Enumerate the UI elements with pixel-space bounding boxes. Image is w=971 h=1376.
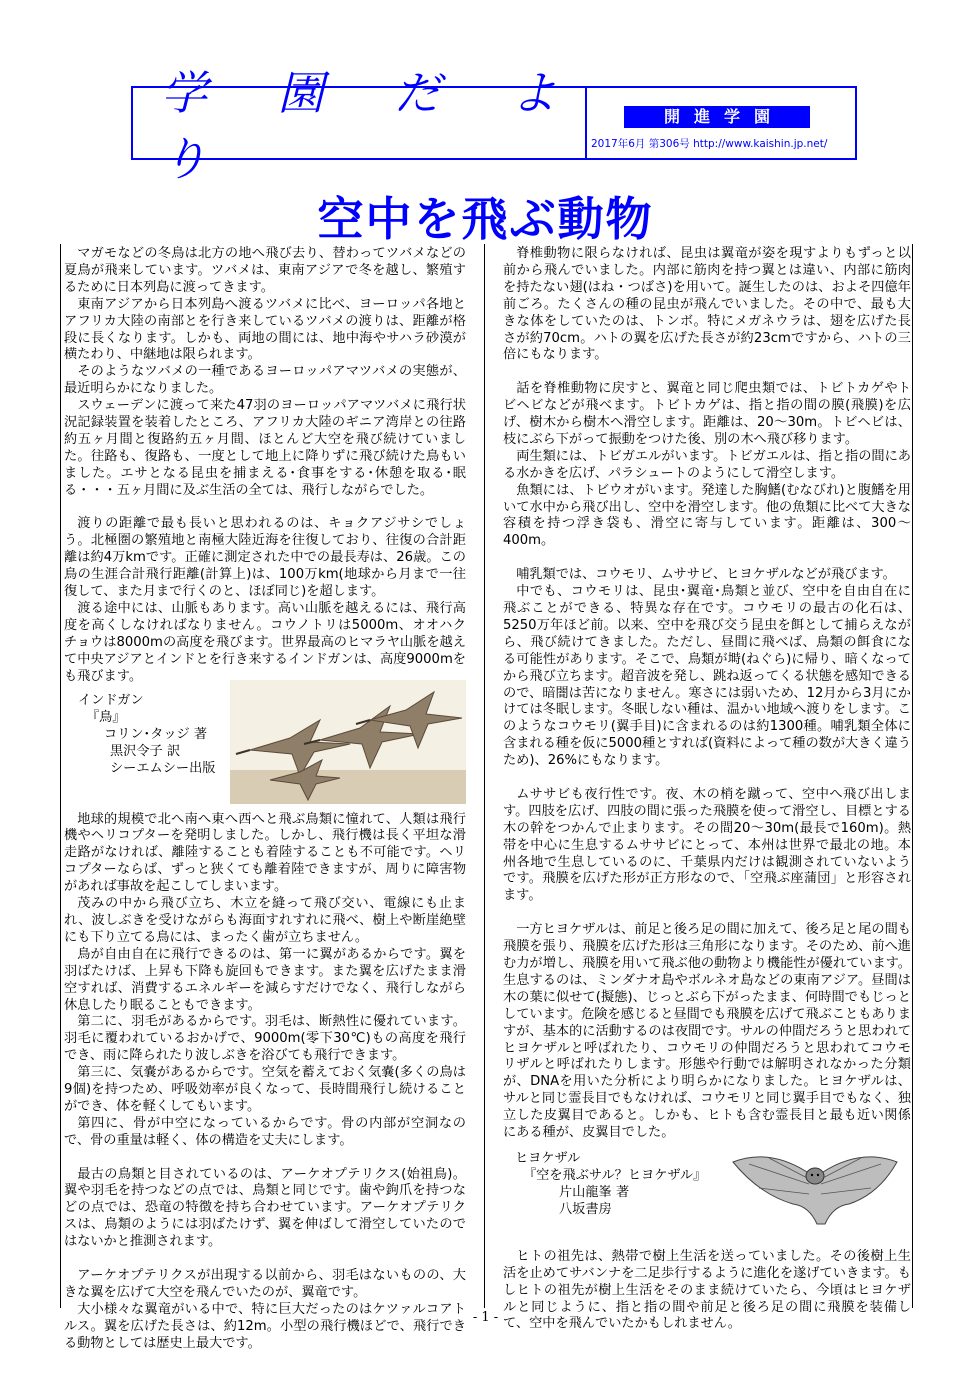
paragraph: 中でも、コウモリは、昆虫･翼竜･鳥類と並び、空中を自由自在に飛ぶことができる、特異な存在です。コウモリの最古の化石は、5250万年ほど前。以来、空中を飛び交う昆虫を餌として捕らえながら、飛び続けてきました。ただし、昼間に飛べば、鳥類の餌食になる可能性があります。そこで、鳥類が塒(ねぐら)に帰り、暗くなってから飛び立ちます。超音波を発し、跳ね返ってくる状態を感知できるので、暗闇は苦になりません。寒さには弱いため、12月から3月にかけては冬眠します。冬眠しない種は、温かい地域へ渡りをします。このようなコウモリ(翼手目)に含まれるのは約1300種。哺乳類全体に含まれる種を仮に5000種とすれば(資料によって種の数が大きく違うため)、26%にもなります。 [503,584,911,769]
figure-credit [78,692,216,777]
column-rule-right [912,244,913,1308]
column-rule-left [60,244,61,1308]
figure-author: コリン･タッジ 著 [104,726,208,742]
left-column [64,246,466,1353]
article-headline: 空中を飛ぶ動物 [317,192,654,246]
figure-publisher: シーエムシー出版 [110,760,216,776]
masthead-title-box [133,66,587,186]
goose-flock-illustration [230,680,466,804]
figure-book-title: 『空を飛ぶサル？ヒヨケザル』 [523,1167,707,1183]
paragraph: 話を脊椎動物に戻すと、翼竜と同じ爬虫類では、トビトカゲやトビヘビなどが飛べます。トビトカゲは、指と指の間の膜(飛膜)を広げ、樹木から樹木へ滑空します。距離は、20～30m。トビヘビは、枝にぶら下がって振動をつけた後、別の木へ飛び移ります。 [503,381,911,447]
figure-caption-name: インドガン [78,692,144,708]
paragraph: 脊椎動物に限らなければ、昆虫は翼竜が姿を現すよりもずっと以前から飛んでいました。内部に筋肉を持つ翼とは違い、内部に筋肉を持たない翅(はね・つばさ)を用いて。誕生したのは、およそ四億年前ごろ。たくさんの種の昆虫が飛んでいました。その中で、最も大きな体をしていたのは、トンボ。特にメガネウラは、翅を広げた長さが約70cm。ハトの翼を広げた長さが約23cmですから、ハトの三倍にもなります。 [503,246,911,363]
paragraph: 渡る途中には、山脈もあります。高い山脈を越えるには、飛行高度を高くしなければなりません。コウノトリは5000m、オオハクチョウは8000mの高度を飛びます。世界最高のヒマラヤ山脈を越えて中央アジアとインドとを行き来するインドガンは、高度9000mをも飛びます。 [64,601,466,684]
paragraph: 渡りの距離で最も長いと思われるのは、キョクアジサシでしょう。北極圏の繁殖地と南極大陸近海を往復しており、往復の合計距離は約4万kmです。正確に測定された中での最長寿は、26歳。この鳥の生涯合計飛行距離(計算上)は、100万km(地球から月まで一往復して、また月まで行くのと、ほぼ同じ)を超します。 [64,516,466,600]
colugo-figure [503,1146,911,1230]
paragraph: 一方ヒヨケザルは、前足と後ろ足の間に加えて、後ろ足と尾の間も飛膜を張り、飛膜を広げた形は三角形になります。そのため、前へ進む力が増し、飛膜を用いて飛ぶ他の動物より機能性が優れています。生息するのは、ミンダナオ島やボルネオ島などの東南アジア。昼間は木の葉に似せて(擬態)、じっとぶら下がったまま、何時間でもじっとしています。危険を感じると昼間でも飛膜を広げて飛ぶこともありますが、基本的に活動するのは夜間です。サルの仲間だろうと思われてヒヨケザルと呼ばれたり、コウモリの仲間だろうと思われてコウモリザルと呼ばれたりします。形態や行動では解明されなかった分類が、DNAを用いた分析により明らかになりました。ヒヨケザルは、サルと同じ霊長目でもなければ、コウモリと同じ翼手目でもなく、独立した皮翼目であると。しかも、ヒトも含む霊長目と最も近い関係にある種が、皮翼目でした。 [503,922,911,1141]
paragraph: 鳥が自由自在に飛行できるのは、第一に翼があるからです。翼を羽ばたけば、上昇も下降も旋回もできます。また翼を広げたまま滑空すれば、消費するエネルギーを減らすだけでなく、飛行しながら休息したり眠ることもできます。 [64,946,466,1013]
goose-figure [64,688,466,810]
paragraph: 地球的規模で北へ南へ東へ西へと飛ぶ鳥類に憧れて、人類は飛行機やヘリコプターを発明しました。しかし、飛行機は長く平坦な滑走路がなければ、離陸することも着陸することも不可能です。ヘリコプターならば、ずっと狭くても離着陸できますが、周りに障害物があれば事故を起こしてしまいます。 [64,811,466,895]
paragraph: 茂みの中から飛び立ち、木立を縫って飛び交い、電線にも止まれ、波しぶきを受けながらも海面すれすれに飛べ、樹上や断崖絶壁にも下り立てる鳥には、まったく歯が立ちません。 [64,896,466,945]
masthead [131,66,857,186]
paragraph: 第四に、骨が中空になっているからです。骨の内部が空洞なので、骨の重量は軽く、体の構造を丈夫にします。 [64,1115,466,1148]
paragraph: そのようなツバメの一種であるヨーロッパアマツバメの実態が、最近明らかになりました。 [64,364,466,397]
paragraph: 東南アジアから日本列島へ渡るツバメに比べ、ヨーロッパ各地とアフリカ大陸の南部とを行き来しているツバメの渡りは、距離が格段に長くなります。しかも、両地の間には、地中海やサハラ砂漠が横たわり、中継地は限られます。 [64,296,466,363]
paragraph: スウェーデンに渡って来た47羽のヨーロッパアマツバメに飛行状況記録装置を装着したところ、アフリカ大陸のギニア湾岸との往路約五ヶ月間と復路約五ヶ月間、ほとんど大空を飛び続けていました。往路も、復路も、一度として地上に降りずに飛び続けた鳥もいました。エサとなる昆虫を捕まえる･食事をする･休憩を取る･眠る・・・五ヶ月間に及ぶ生活の全ては、飛行しながらでした。 [64,398,466,498]
school-name-badge: 開進学園 [624,106,810,128]
paragraph: 両生類には、トビガエルがいます。トビガエルは、指と指の間にある水かきを広げ、パラシュートのようにして滑空します。 [503,448,911,481]
paragraph: 第三に、気嚢があるからです。空気を蓄えておく気嚢(多くの鳥は9個)を持つため、呼吸効率が良くなって、長時間飛行し続けることができ、体を軽くしてもいます。 [64,1065,466,1114]
colugo-illustration [729,1144,901,1228]
newsletter-title: 学 園 だ よ り [161,66,585,186]
figure-credit [515,1150,706,1218]
figure-publisher: 八坂書房 [559,1201,612,1217]
paragraph: 哺乳類では、コウモリ、ムササビ、ヒヨケザルなどが飛びます。 [516,567,896,583]
figure-author: 片山龍峯 著 [559,1184,630,1200]
right-column [503,246,911,1333]
paragraph: 大小様々な翼竜がいる中で、特に巨大だったのはケツァルコアトルス。翼を広げた長さは、約12m。小型の飛行機ほどで、飛行できる動物としては歴史上最大です。 [64,1301,466,1351]
figure-book-title: 『鳥』 [86,709,126,725]
paragraph: アーケオプテリクスが出現する以前から、羽毛はないものの、大きな翼を広げて大空を飛んでいたのが、翼竜です。 [64,1267,466,1300]
paragraph: 第二に、羽毛があるからです。羽毛は、断熱性に優れています。羽毛に覆われているおかげで、9000m(零下30℃)もの高度を飛行でき、雨に降られたり波しぶきを浴びても飛行できます。 [64,1014,466,1064]
paragraph: ヒトの祖先は、熱帯で樹上生活を送っていました。その後樹上生活を止めてサバンナを二足歩行するように進化を遂げていきます。もしヒトの祖先が樹上生活をそのまま続けていたら、今頃はヒヨケザルと同じように、指と指の間や前足と後ろ足の間に飛膜を装備して、空中を飛んでいたかもしれません。 [503,1248,911,1332]
paragraph: ムササビも夜行性です。夜、木の梢を蹴って、空中へ飛び出します。四肢を広げ、四肢の間に張った飛膜を使って滑空し、目標とする木の幹をつかんで止まります。その間20～30m(最長で160m)。熱帯を中心に生息するムササビにとって、本州は世界で最北の地。本州各地で生息しているのに、千葉県内だけは観測されていないようです。飛膜を広げた形が正方形なので、「空飛ぶ座蒲団」と形容されます。 [503,786,911,904]
paragraph: 魚類には、トビウオがいます。発達した胸鰭(むなびれ)と腹鰭を用いて水中から飛び出し、空中を滑空します。他の魚類に比べて大きな容積を持つ浮き袋も、滑空に寄与しています。距離は、300～400m。 [503,482,911,549]
issue-info: 2017年6月 第306号 http://www.kaishin.jp.net/ [591,138,828,150]
page-number: - 1 - [472,1310,499,1325]
paragraph: 最古の鳥類と目されているのは、アーケオプテリクス(始祖鳥)。翼や羽毛を持つなどの点では、鳥類と同じです。歯や鉤爪を持つなどの点では、恐竜の特徴を持ち合わせています。アーケオプテリクスは、鳥類のようには羽ばたけず、翼を伸ばして滑空していたのではないかと推測されます。 [64,1166,466,1250]
figure-caption-name: ヒヨケザル [515,1150,581,1166]
figure-translator: 黒沢令子 訳 [110,743,181,759]
paragraph: マガモなどの冬鳥は北方の地へ飛び去り、替わってツバメなどの夏鳥が飛来しています。ツバメは、東南アジアで冬を越し、繁殖するために日本列島に渡ってきます。 [64,246,466,295]
column-rule-center [484,244,485,1308]
